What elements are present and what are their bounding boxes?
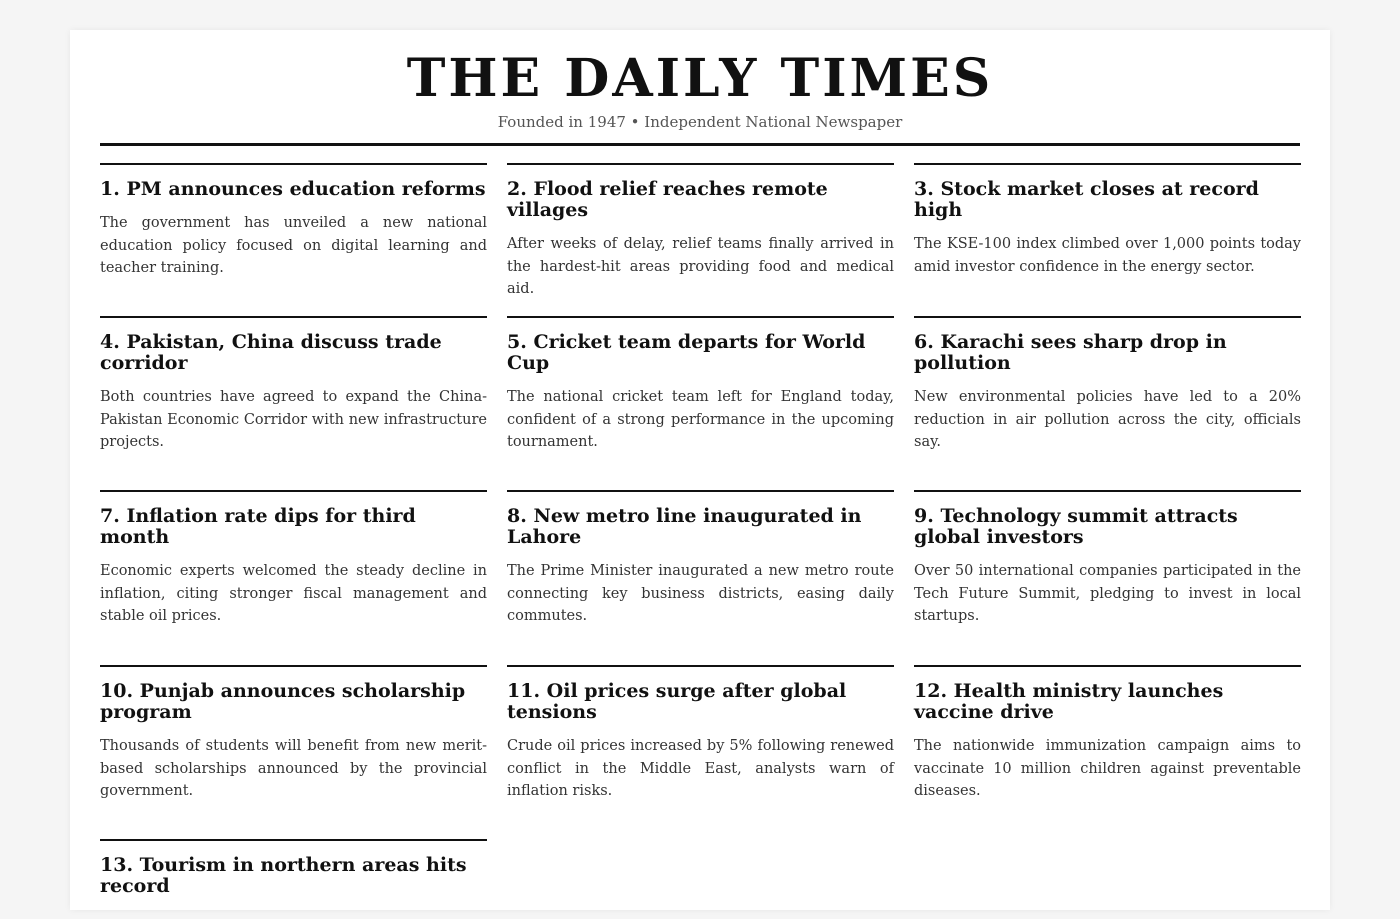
article-card[interactable]	[914, 163, 1301, 316]
article-headline[interactable]: 9. Technology summit attracts global investors	[914, 505, 1238, 548]
article-summary: Both countries have agreed to expand the China-Pakistan Economic Corridor with new infrastructure projects.	[100, 389, 487, 450]
article-summary: The Prime Minister inaugurated a new metro route connecting key business districts, easing daily commutes.	[507, 563, 894, 624]
article-card[interactable]	[507, 163, 894, 316]
article-headline[interactable]: 11. Oil prices surge after global tensions	[507, 680, 847, 723]
article-headline[interactable]: 13. Tourism in northern areas hits record	[100, 854, 467, 897]
article-summary: New environmental policies have led to a 20% reduction in air pollution across the city, officials say.	[914, 389, 1301, 450]
article-card[interactable]	[100, 316, 487, 490]
article-headline[interactable]: 6. Karachi sees sharp drop in pollution	[914, 331, 1227, 374]
newspaper-page	[70, 30, 1330, 910]
article-card[interactable]	[507, 490, 894, 665]
article-summary: The national cricket team left for England today, confident of a strong performance in the upcoming tournament.	[507, 389, 894, 450]
masthead	[100, 30, 1300, 146]
article-summary: Over 50 international companies participated in the Tech Future Summit, pledging to invest in local startups.	[914, 563, 1301, 624]
article-card[interactable]	[914, 490, 1301, 665]
newspaper-tagline: Founded in 1947 • Independent National Newspaper	[497, 113, 903, 131]
article-headline[interactable]: 5. Cricket team departs for World Cup	[507, 331, 866, 374]
article-card[interactable]	[914, 316, 1301, 490]
article-headline[interactable]: 7. Inflation rate dips for third month	[100, 505, 416, 548]
article-card[interactable]	[100, 490, 487, 665]
article-summary: Economic experts welcomed the steady decline in inflation, citing stronger fiscal management and stable oil prices.	[100, 563, 487, 624]
article-grid	[100, 163, 1300, 919]
article-summary: The KSE-100 index climbed over 1,000 points today amid investor confidence in the energy sector.	[914, 236, 1301, 275]
article-card[interactable]	[100, 839, 487, 919]
article-card[interactable]	[100, 163, 487, 316]
article-summary: The nationwide immunization campaign aims to vaccinate 10 million children against preventable diseases.	[914, 738, 1301, 799]
article-summary: Thousands of students will benefit from new merit-based scholarships announced by the provincial government.	[100, 738, 487, 799]
article-headline[interactable]: 2. Flood relief reaches remote villages	[507, 178, 828, 221]
article-card[interactable]	[507, 665, 894, 839]
article-headline[interactable]: 8. New metro line inaugurated in Lahore	[507, 505, 862, 548]
article-headline[interactable]: 4. Pakistan, China discuss trade corridor	[100, 331, 442, 374]
article-headline[interactable]: 3. Stock market closes at record high	[914, 178, 1259, 221]
article-card[interactable]	[507, 316, 894, 490]
article-headline[interactable]: 1. PM announces education reforms	[100, 178, 486, 200]
article-headline[interactable]: 12. Health ministry launches vaccine drive	[914, 680, 1224, 723]
article-summary: After weeks of delay, relief teams finally arrived in the hardest-hit areas providing food and medical aid.	[507, 236, 894, 297]
article-card[interactable]	[914, 665, 1301, 839]
article-summary: The government has unveiled a new national education policy focused on digital learning and teacher training.	[100, 215, 487, 276]
newspaper-title: THE DAILY TIMES	[406, 48, 994, 109]
article-card[interactable]	[100, 665, 487, 839]
article-headline[interactable]: 10. Punjab announces scholarship program	[100, 680, 466, 723]
article-summary: Crude oil prices increased by 5% following renewed conflict in the Middle East, analysts warn of inflation risks.	[507, 738, 894, 799]
